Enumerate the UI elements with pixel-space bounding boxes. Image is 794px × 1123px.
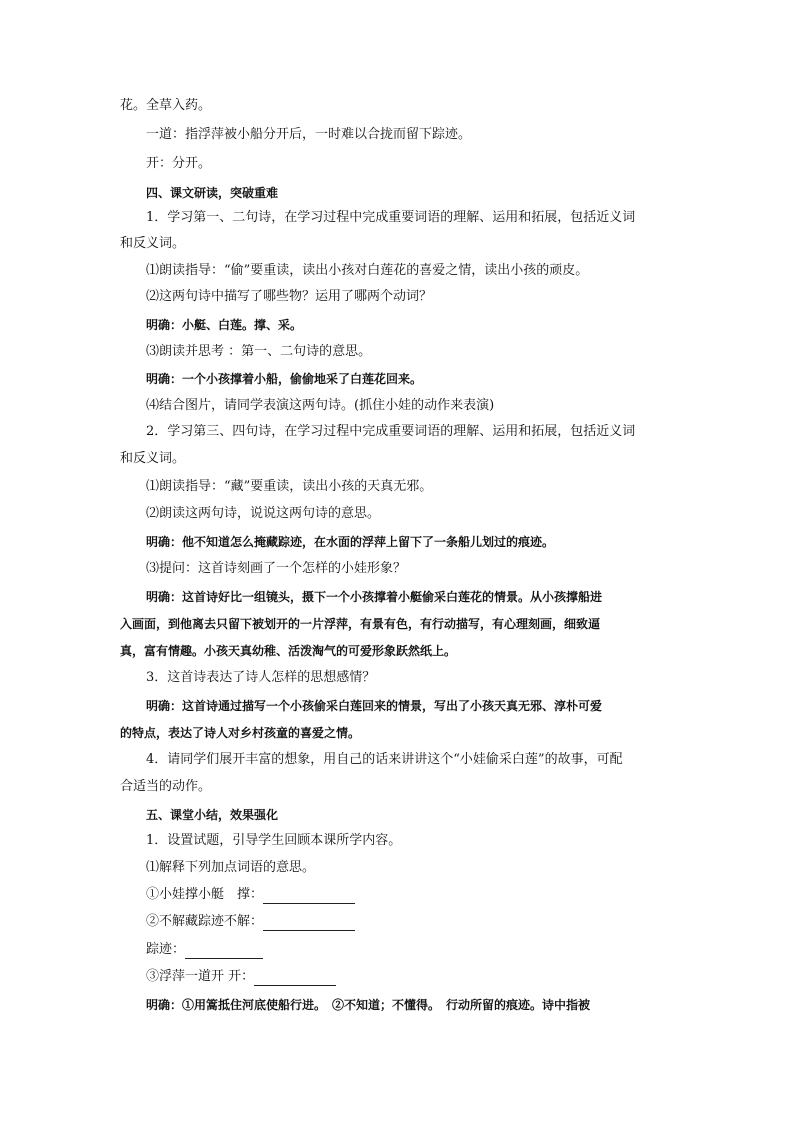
answer-line: 明确：①用篙抵住河底使船行进。 ②不知道；不懂得。 行动所留的痕迹。诗中指被	[146, 998, 591, 1012]
exercise-text: ②不解藏踪迹不解：	[146, 914, 264, 929]
text-line: ⑴朗读指导：“偷”要重读，读出小孩对白莲花的喜爱之情，读出小孩的顽皮。	[146, 263, 589, 278]
text-line: 2．学习第三、四句诗，在学习过程中完成重要词语的理解、运用和拓展，包括近义词	[146, 424, 636, 439]
answer-line: 明确：这首诗通过描写一个小孩偷采白莲回来的情景，写出了小孩天真无邪、淳朴可爱	[146, 699, 603, 713]
exercise-text: 踪迹：	[146, 942, 186, 957]
text-line: 3．这首诗表达了诗人怎样的思想感情？	[146, 670, 376, 685]
exercise-text: ①小娃撑小艇 撑：	[146, 887, 264, 902]
exercise-item	[146, 886, 355, 904]
text-line: ⑷结合图片，请同学表演这两句诗。(抓住小娃的动作来表演)	[146, 398, 495, 413]
answer-blank	[263, 916, 355, 931]
section-heading: 五、课堂小结，效果强化	[146, 808, 279, 822]
answer-line: 真，富有情趣。小孩天真幼稚、活泼淘气的可爱形象跃然纸上。	[120, 644, 457, 658]
exercise-text: ③浮萍一道开 开：	[146, 969, 255, 984]
text-line: ⑴朗读指导：“藏”要重读，读出小孩的天真无邪。	[146, 479, 433, 494]
text-line: 开：分开。	[146, 156, 212, 171]
text-line: ⑶朗读并思考 ：第一、二句诗的意思。	[146, 344, 372, 359]
answer-line: 明确：他不知道怎么掩藏踪迹，在水面的浮萍上留下了一条船儿划过的痕迹。	[146, 535, 555, 549]
answer-blank	[263, 889, 355, 904]
text-line: 1．设置试题，引导学生回顾本课所学内容。	[146, 833, 402, 848]
text-line: ⑵朗读这两句诗，说说这两句诗的意思。	[146, 506, 381, 521]
text-line: 和反义词。	[120, 451, 186, 466]
text-line: ⑵这两句诗中描写了哪些物？运用了哪两个动词？	[146, 289, 433, 304]
answer-line: 入画面，到他离去只留下被划开的一片浮萍，有景有色，有行动描写，有心理刻画，细致逼	[120, 617, 601, 631]
text-line: 花。全草入药。	[120, 98, 212, 113]
exercise-item	[146, 941, 263, 959]
text-line: ⑴解释下列加点词语的意思。	[146, 860, 316, 875]
text-line: 和反义词。	[120, 236, 186, 251]
section-heading: 四、课文研读，突破重难	[146, 186, 279, 200]
text-line: 4．请同学们展开丰富的想象，用自己的话来讲讲这个“小娃偷采白莲”的故事，可配	[146, 752, 623, 767]
answer-line: 明确：小艇、白莲。撑、采。	[146, 318, 303, 332]
answer-line: 明确：一个小孩撑着小船，偷偷地采了白莲花回来。	[146, 372, 423, 386]
text-line: ⑶提问：这首诗刻画了一个怎样的小娃形象？	[146, 561, 407, 576]
text-line: 1．学习第一、二句诗，在学习过程中完成重要词语的理解、运用和拓展，包括近义词	[146, 210, 636, 225]
answer-blank	[254, 971, 336, 986]
text-line: 合适当的动作。	[120, 779, 212, 794]
exercise-item	[146, 968, 336, 986]
exercise-item	[146, 913, 355, 931]
answer-blank	[185, 944, 263, 959]
text-line: 一道：指浮萍被小船分开后，一时难以合拢而留下踪迹。	[146, 127, 472, 142]
answer-line: 明确：这首诗好比一组镜头，摄下一个小孩撑着小艇偷采白莲花的情景。从小孩撑船进	[146, 590, 603, 604]
answer-line: 的特点，表达了诗人对乡村孩童的喜爱之情。	[120, 726, 361, 740]
